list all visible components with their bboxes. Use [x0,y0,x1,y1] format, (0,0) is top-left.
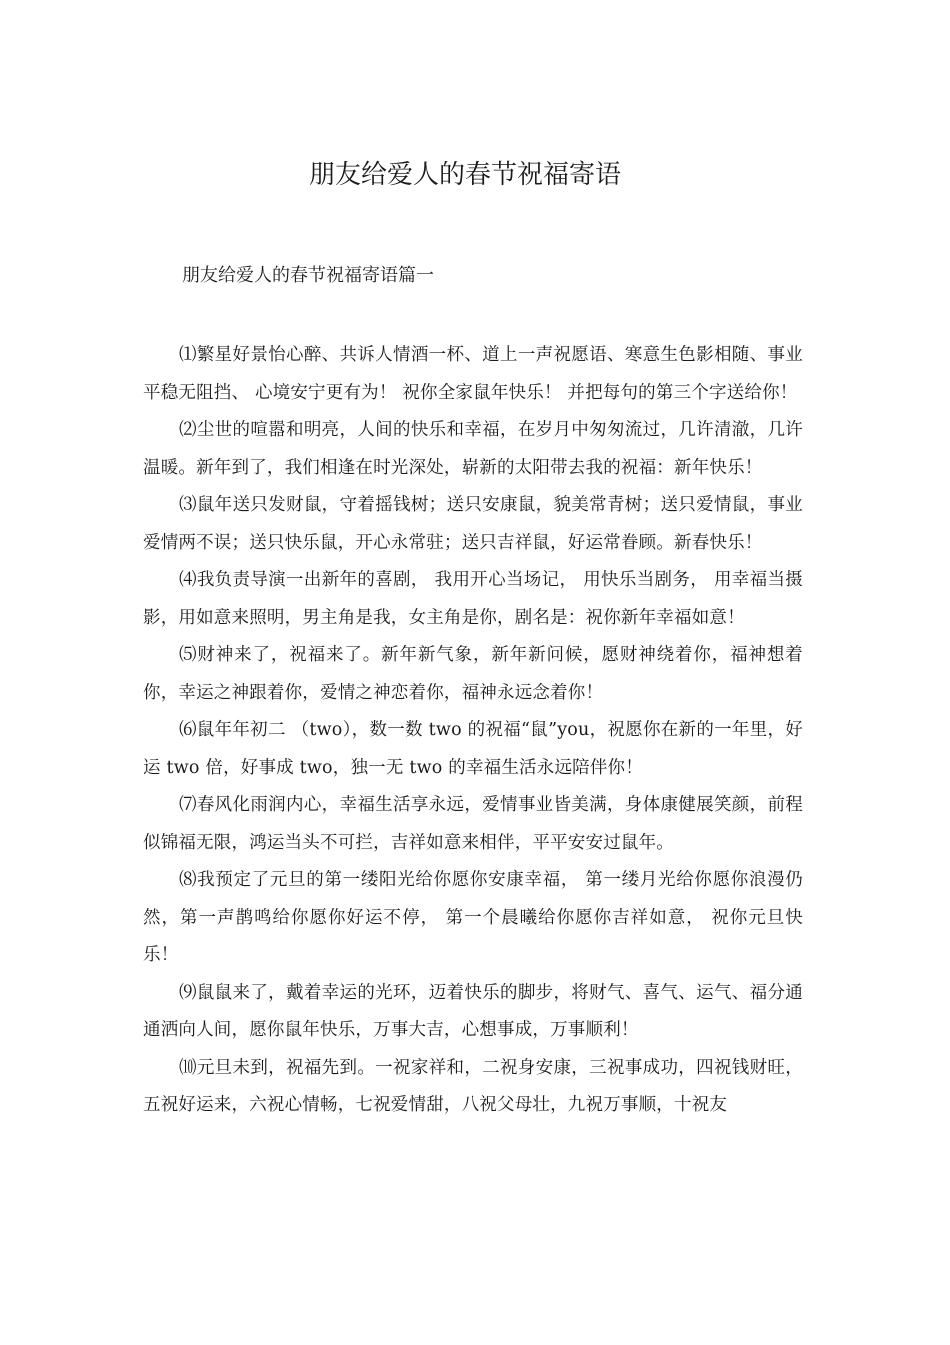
paragraph-4: ⑷我负责导演一出新年的喜剧， 我用开心当场记， 用快乐当剧务， 用幸福当摄影，用如意来照明，男主角是我，女主角是你，剧名是：祝你新年幸福如意！ [143,570,803,628]
paragraph-8: ⑻我预定了元旦的第一缕阳光给你愿你安康幸福， 第一缕月光给你愿你浪漫仍然，第一声鹊鸣给你愿你好运不停， 第一个晨曦给你愿你吉祥如意， 祝你元旦快乐！ [143,870,803,965]
paragraph-2: ⑵尘世的喧嚣和明亮，人间的快乐和幸福，在岁月中匆匆流过，几许清澈，几许温暖。新年到了，我们相逢在时光深处，崭新的太阳带去我的祝福：新年快乐！ [143,420,803,478]
paragraph-3: ⑶鼠年送只发财鼠，守着摇钱树；送只安康鼠，貌美常青树；送只爱情鼠，事业爱情两不误；送只快乐鼠，开心永常驻；送只吉祥鼠，好运常眷顾。新春快乐！ [143,495,803,553]
paragraph-10: ⑽元旦未到，祝福先到。一祝家祥和，二祝身安康，三祝事成功，四祝钱财旺，五祝好运来，六祝心情畅，七祝爱情甜，八祝父母壮，九祝万事顺，十祝友 [143,1057,803,1115]
document-title: 朋友给爱人的春节祝福寄语 [308,160,621,190]
section-heading: 朋友给爱人的春节祝福寄语篇一 [182,265,434,286]
paragraph-1: ⑴繁星好景怡心醉、共诉人情酒一杯、道上一声祝愿语、寒意生色影相随、事业平稳无阻挡、 心境安宁更有为！ 祝你全家鼠年快乐！ 并把每句的第三个字送给你！ [143,345,803,403]
paragraph-7: ⑺春风化雨润内心，幸福生活享永远，爱情事业皆美满，身体康健展笑颜，前程似锦福无限，鸿运当头不可拦，吉祥如意来相伴，平平安安过鼠年。 [143,795,803,853]
paragraph-9: ⑼鼠鼠来了，戴着幸运的光环，迈着快乐的脚步，将财气、喜气、运气、福分通通洒向人间，愿你鼠年快乐，万事大吉，心想事成，万事顺利！ [143,982,803,1040]
paragraph-6: ⑹鼠年年初二 （two），数一数 two 的祝福“鼠”you，祝愿你在新的一年里，好运 two 倍，好事成 two，独一无 two 的幸福生活永远陪伴你！ [143,720,803,778]
paragraph-5: ⑸财神来了，祝福来了。新年新气象，新年新问候，愿财神绕着你，福神想着你，幸运之神跟着你，爱情之神恋着你，福神永远念着你！ [143,645,803,703]
document-body [143,337,803,1125]
